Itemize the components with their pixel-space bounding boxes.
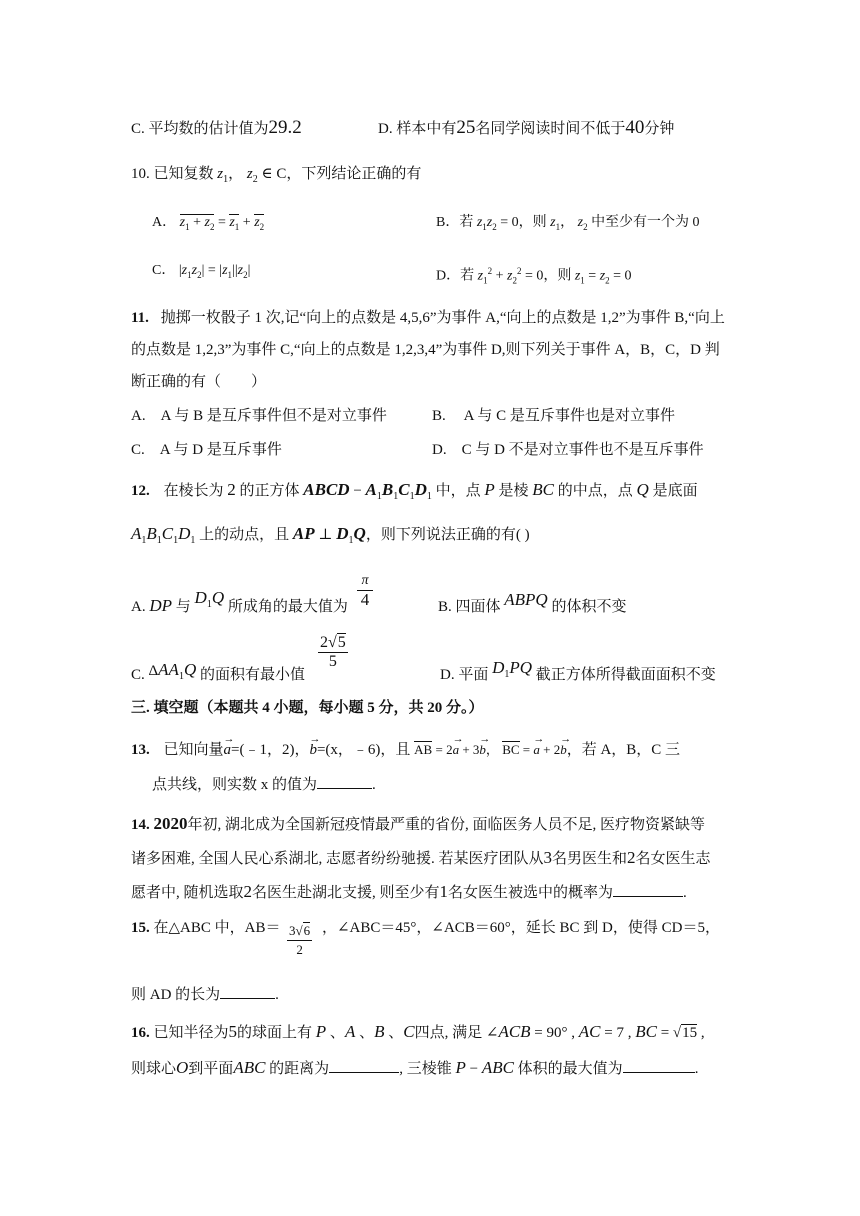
- q9-average-value: 29.2: [268, 117, 302, 138]
- q12-t8: ，则下列说法正确的有( ): [365, 527, 530, 543]
- q10-option-a: A． $z_1 + z_2 = z_1 + z_2$: [152, 213, 264, 235]
- q11-option-a: A. A 与 B 是互斥事件但不是对立事件: [131, 408, 387, 424]
- q12-option-a-label: A.: [131, 599, 146, 615]
- q9-minutes: 40: [625, 117, 645, 138]
- q16-line2e: 体积的最大值为: [517, 1061, 623, 1077]
- q10-option-b-text2: 中至少有一个为 0: [591, 215, 700, 230]
- q11-number: 11.: [131, 310, 149, 326]
- q14-line3b: 名医生赴湖北支援, 则至少有: [252, 885, 440, 901]
- q14-female-count: 2: [627, 848, 636, 867]
- q14-line1: [131, 814, 705, 835]
- q11-line2: 的点数是 1,2,3”为事件 C,“向上的点数是 1,2,3,4”为事件 D,则下列关于事件 A，B，C，D 判: [131, 342, 720, 358]
- q15-number: 15.: [131, 920, 150, 936]
- q12-option-d-text: D. 平面: [440, 667, 489, 683]
- q11-line1-text: 抛掷一枚骰子 1 次,记“向上的点数是 4,5,6”为事件 A,“向上的点数是 1,2”为事件 B,“向上: [160, 310, 725, 326]
- q9-option-d: [378, 118, 674, 139]
- q15-line2: [131, 984, 279, 1005]
- q10-option-b-label: B．若: [436, 215, 474, 230]
- q15-ab-fraction: $\frac{3√6}{2}$: [289, 923, 311, 957]
- q15-line1: [131, 918, 720, 938]
- q9-option-d-text: D. 样本中有: [378, 121, 457, 137]
- q16-t2: 的球面上有: [237, 1025, 313, 1041]
- q10-stem-tail: ，下列结论正确的有: [286, 166, 422, 182]
- q14-answer-blank[interactable]: [613, 882, 683, 897]
- q14-male-count: 3: [543, 848, 553, 867]
- q12-t1: 在棱长为: [163, 483, 224, 499]
- q9-option-c-text: C. 平均数的估计值为: [131, 121, 269, 137]
- q11-line1: [131, 308, 725, 328]
- q16-line2c: 的距离为: [269, 1061, 330, 1077]
- q16-answer-blank-1[interactable]: [329, 1058, 399, 1073]
- q10-stem: 10. 已知复数 $z_1$， $z_2$ ∈ C，下列结论正确的有: [131, 166, 422, 185]
- q12-option-b-tail: 的体积不变: [551, 599, 627, 615]
- q12-t6: 是底面: [652, 483, 698, 499]
- q14-year: 2020: [153, 814, 188, 833]
- q16-line2: 则球心O到平面ABC 的距离为 , 三棱锥 P − ABC 体积的最大值为 .: [131, 1058, 699, 1077]
- q9-option-d-mid: 名同学阅读时间不低于: [475, 121, 626, 137]
- q12-t7: 上的动点，且: [199, 527, 290, 543]
- q12-t5: 的中点，点: [557, 483, 633, 499]
- q16-t1: 已知半径为: [153, 1025, 229, 1041]
- q16-line2a: 则球心: [131, 1061, 177, 1077]
- q10-option-d-label: D．若: [436, 268, 475, 284]
- q16-radius: 5: [228, 1022, 238, 1041]
- q10-option-c: C． $|z_1z_2| = |z_1||z_2|$: [152, 263, 251, 280]
- q15-t2: ，∠ABC＝45°，∠ACB＝60°，延长 BC 到 D，使得 CD＝5，: [321, 920, 720, 936]
- q11-option-c: C. A 与 D 是互斥事件: [131, 442, 282, 458]
- q15-line2-text: 则 AD 的长为: [131, 987, 221, 1003]
- q13-line2-text: 点共线，则实数 x 的值为: [152, 777, 318, 793]
- q11-option-d: D. C 与 D 不是对立事件也不是互斥事件: [432, 442, 704, 458]
- q15-end: .: [275, 987, 279, 1003]
- q16-end: .: [694, 1061, 699, 1077]
- q12-option-d: D. 平面 $D_1PQ$ 截正方体所得截面面积不变: [440, 658, 716, 683]
- q13-t2: ，若 A，B，C 三: [566, 742, 681, 758]
- q11-option-b: B. A 与 C 是互斥事件也是对立事件: [432, 408, 675, 424]
- q10-option-c-label: C．: [152, 263, 176, 278]
- q12-option-a-t2: 所成角的最大值为: [227, 599, 348, 615]
- q12-option-a-t1: 与: [175, 599, 191, 615]
- q10-option-d: D．若 $z_1^2 + z_2^2 = 0$，则 $z_1 = z_2 = 0$: [436, 266, 632, 286]
- q13-line2: [152, 774, 376, 795]
- q10-stem-text: 已知复数: [153, 166, 214, 182]
- q9-count: 25: [456, 117, 476, 138]
- q11-line3: 断正确的有（ ）: [131, 374, 267, 390]
- q12-option-b: B. 四面体 ABPQ 的体积不变: [438, 590, 627, 615]
- q12-option-d-tail: 截正方体所得截面面积不变: [535, 667, 716, 683]
- q16-answer-blank-2[interactable]: [623, 1058, 695, 1073]
- q12-option-c-text: 的面积有最小值: [199, 667, 305, 683]
- q12-option-c-label: C.: [131, 667, 145, 683]
- q13-t1: 已知向量: [163, 742, 224, 758]
- q13-number: 13.: [131, 742, 150, 758]
- q12-option-b-text: B. 四面体: [438, 599, 501, 615]
- q12-number: 12.: [131, 483, 150, 499]
- q10-option-b: B．若 $z_1z_2 = 0$，则 $z_1$， $z_2$ 中至少有一个为 0: [436, 215, 700, 232]
- q16-line2d: , 三棱锥: [399, 1061, 452, 1077]
- q12-option-c: C. $\Delta AA_1Q$ 的面积有最小值: [131, 660, 305, 683]
- q12-line1: 12. 在棱长为 2 的正方体 ABCD − $A_1B_1C_1D_1$ 中，点 P 是棱 BC 的中点，点 Q 是底面: [131, 480, 698, 502]
- q14-line2b: 名男医生和: [552, 851, 628, 867]
- q16-line1: 16. 已知半径为5的球面上有 P 、A 、B 、C四点, 满足 ∠ACB = 90° , AC = 7 , BC = √15 ,: [131, 1022, 705, 1041]
- q14-end: .: [683, 885, 687, 901]
- q13-a-value: =(﹣1，2)，: [231, 742, 310, 758]
- section-3-heading: 三. 填空题（本题共 4 小题，每小题 5 分，共 20 分。）: [131, 700, 484, 716]
- q9-option-c: [131, 118, 302, 139]
- q16-t3: 四点, 满足: [414, 1025, 483, 1041]
- q13-b-value: =(x，﹣6)，且: [316, 742, 411, 758]
- q15-answer-blank[interactable]: [220, 984, 275, 999]
- q9-option-d-suffix: 分钟: [644, 121, 675, 137]
- q10-number: 10.: [131, 166, 150, 182]
- q13-end: .: [372, 777, 376, 793]
- q10-option-d-text: ，则: [543, 268, 572, 284]
- q10-option-b-text1: ，则: [518, 215, 547, 230]
- q12-option-a: A. DP 与 $D_1Q$ 所成角的最大值为: [131, 588, 348, 615]
- q13-answer-blank[interactable]: [317, 774, 372, 789]
- q14-line3c: 名女医生被选中的概率为: [448, 885, 614, 901]
- q10-option-a-label: A．: [152, 215, 177, 230]
- q14-line2: [131, 848, 711, 869]
- q14-line3a: 愿者中, 随机选取: [131, 885, 244, 901]
- q12-t4: 是棱: [498, 483, 529, 499]
- q16-number: 16.: [131, 1025, 150, 1041]
- q14-at-least: 1: [439, 882, 449, 901]
- q14-line3: 愿者中, 随机选取2名医生赴湖北支援, 则至少有1名女医生被选中的概率为 .: [131, 882, 687, 901]
- q12-pi-over-4: π 4: [357, 572, 373, 609]
- q14-line2c: 名女医生志: [635, 851, 711, 867]
- q14-line2a: 诸多困难, 全国人民心系湖北, 志愿者纷纷驰援. 若某医疗团队从: [131, 851, 544, 867]
- q15-t1: 在△ABC 中，AB＝: [153, 920, 281, 936]
- q13-line1: 13. 已知向量→ a=(﹣1，2)，→ b=(x，﹣6)，且 AB = 2→ a + 3→ b， BC = → a + 2→ b，若 A，B，C 三: [131, 740, 680, 760]
- q12-line2: $A_1B_1C_1D_1$ 上的动点，且 AP ⊥ $D_1Q$，则下列说法正确的有( ): [131, 524, 530, 546]
- q14-line1-text: 年初, 湖北成为全国新冠疫情最严重的省份, 面临医务人员不足, 医疗物资紧缺等: [187, 817, 706, 833]
- q12-min-area-fraction: $\frac{2√5}{5}$: [320, 634, 346, 670]
- q12-t3: 中，点: [435, 483, 481, 499]
- q12-t2: 的正方体: [239, 483, 300, 499]
- q14-number: 14.: [131, 817, 150, 833]
- q16-line2b: 到平面: [188, 1061, 234, 1077]
